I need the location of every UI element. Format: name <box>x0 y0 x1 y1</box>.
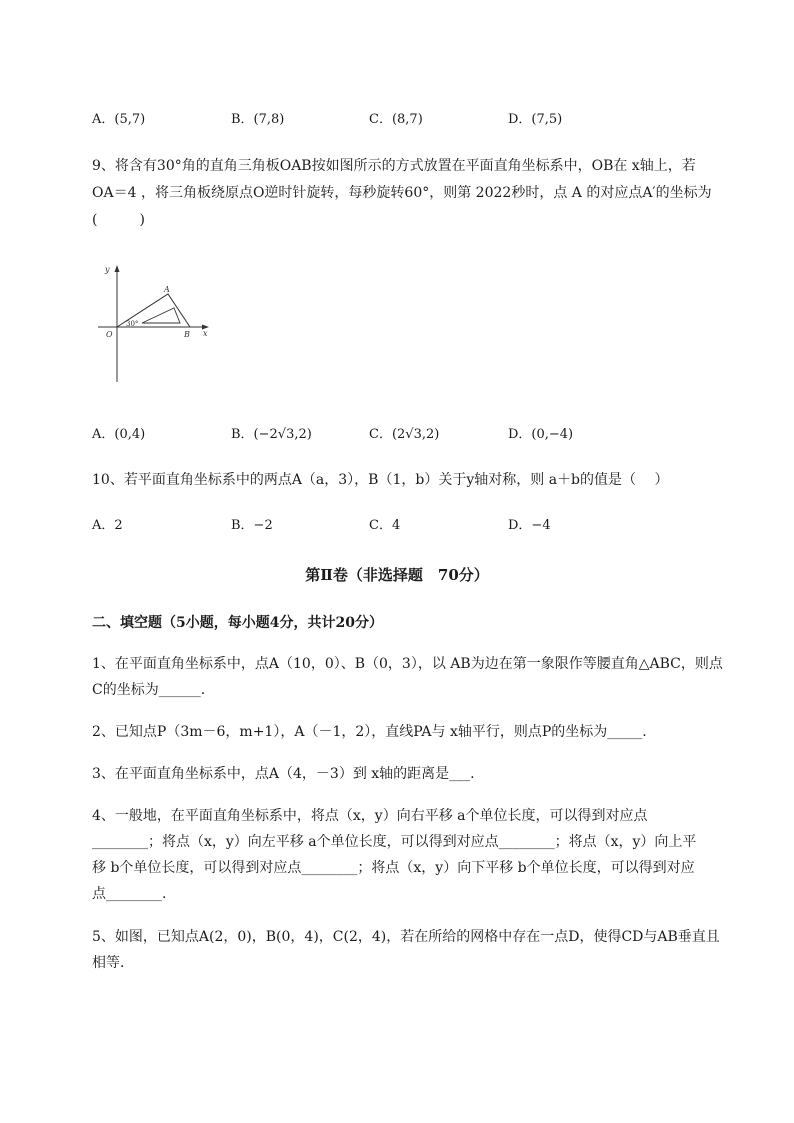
fill-q3: 3、在平面直角坐标系中，点A（4，－3）到 x轴的距离是___. <box>92 766 475 782</box>
q8-option-b: B．(7,8) <box>231 112 285 127</box>
section2-heading: 二、填空题（5小题，每小题4分，共计20分） <box>92 615 383 631</box>
fill-q5-line2: 相等． <box>92 955 134 971</box>
q9-option-a: A．(0,4) <box>92 427 146 442</box>
q9-text-line3: ( ) <box>92 212 145 228</box>
y-axis-arrow <box>115 265 120 272</box>
fill-q1-line2: C的坐标为______. <box>92 682 206 698</box>
fill-q4-line3: 移 b个单位长度，可以得到对应点________；将点（x，y）向下平移 b个单位长度，可以得到对应 <box>92 860 695 876</box>
y-label: y <box>105 265 110 274</box>
fill-q1-line1: 1、在平面直角坐标系中，点A（10，0）、B（0，3），以 AB为边在第一象限作等腰直角△ABC，则点 <box>92 656 723 672</box>
fill-q4-line1: 4、一般地，在平面直角坐标系中，将点（x，y）向右平移 a个单位长度，可以得到对应点 <box>92 808 648 824</box>
q9-text-line1: 9、将含有30°角的直角三角板OAB按如图所示的方式放置在平面直角坐标系中，OB在 x轴上，若 <box>92 158 696 174</box>
q10-option-c: C．4 <box>369 518 401 533</box>
q9-option-b: B．(−2√3,2) <box>231 427 312 442</box>
q8-option-c: C．(8,7) <box>369 112 423 127</box>
fill-q5-line1: 5、如图，已知点A(2，0)，B(0，4)，C(2，4)，若在所给的网格中存在一点D，使得CD与AB垂直且 <box>92 929 720 945</box>
angle-label: 30° <box>126 320 139 328</box>
a-label: A <box>164 285 170 294</box>
q8-option-d: D．(7,5) <box>508 112 563 127</box>
q9-text-line2: OA＝4 ，将三角板绕原点O逆时针旋转，每秒旋转60°，则第 2022秒时，点 A 的对应点A′的坐标为 <box>92 185 712 201</box>
b-label: B <box>184 330 190 339</box>
q9-option-d: D．(0,−4) <box>508 427 574 442</box>
q8-option-a: A．(5,7) <box>92 112 146 127</box>
fill-q4-line2: ________；将点（x，y）向左平移 a个单位长度，可以得到对应点________；将点（x，y）向上平 <box>92 834 697 850</box>
fill-q4-line4: 点________. <box>92 886 167 902</box>
q10-option-d: D．−4 <box>508 518 551 533</box>
o-label: O <box>106 330 113 339</box>
q10-option-a: A．2 <box>92 518 123 533</box>
triangle-inner <box>142 308 180 323</box>
part2-title: 第Ⅱ卷（非选择题 70分） <box>305 566 489 584</box>
fill-q2: 2、已知点P（3m－6，m+1），A（－1，2），直线PA与 x轴平行，则点P的坐标为_____. <box>92 724 647 740</box>
q10-text: 10、若平面直角坐标系中的两点A（a，3），B（1，b）关于y轴对称，则 a＋b的值是（ ） <box>92 472 669 488</box>
q10-option-b: B．−2 <box>231 518 273 533</box>
q9-figure <box>98 262 218 384</box>
q9-option-c: C．(2√3,2) <box>369 427 440 442</box>
x-label: x <box>203 329 208 338</box>
